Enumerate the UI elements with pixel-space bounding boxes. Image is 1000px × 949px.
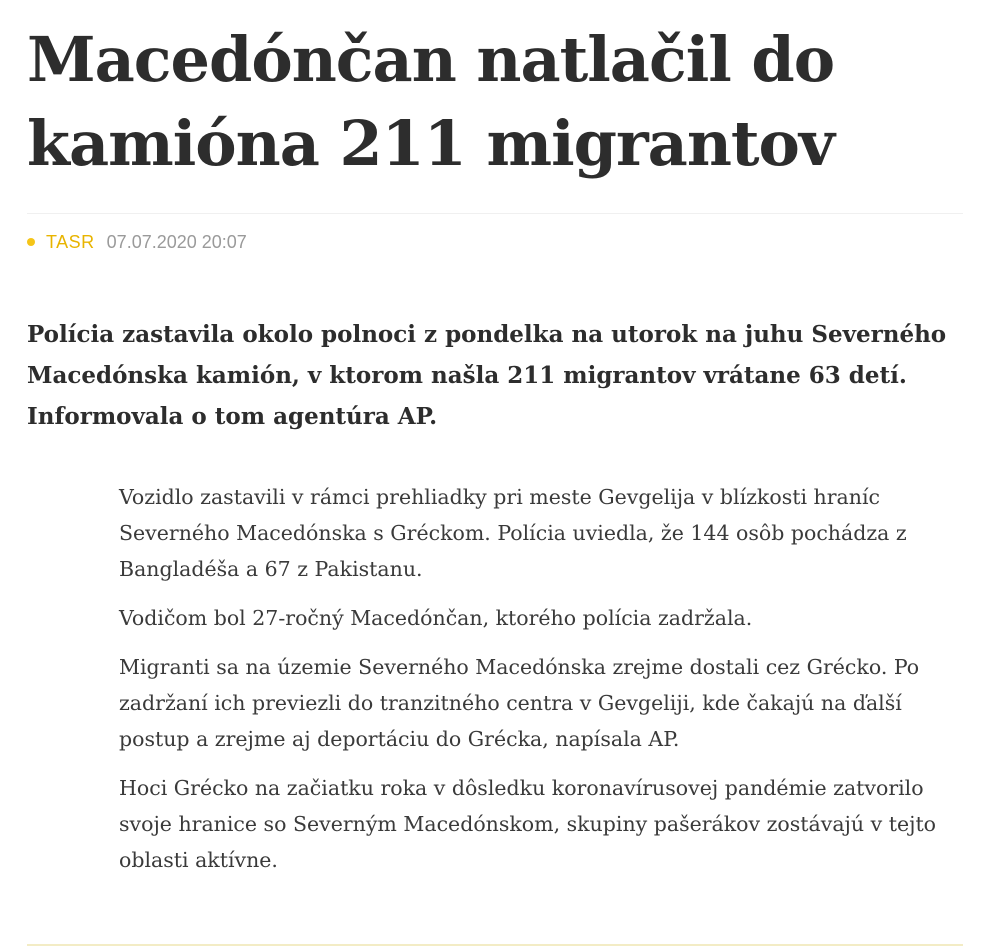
article-lead: Polícia zastavila okolo polnoci z pondelka na utorok na juhu Severného Macedónska kamión, v ktorom našla 211 migrantov vrátane 63 detí. Informovala o tom agentúra AP.	[27, 321, 947, 430]
article-paragraph: Vodičom bol 27-ročný Macedónčan, ktorého polícia zadržala.	[119, 606, 753, 630]
article-source[interactable]: TASR	[46, 231, 95, 252]
article-headline: Macedónčan natlačil do kamióna 211 migrantov	[27, 23, 835, 180]
footer-divider	[27, 944, 963, 946]
article-paragraph: Hoci Grécko na začiatku roka v dôsledku koronavírusovej pandémie zatvorilo svoje hranice so Severným Macedónskom, skupiny pašerákov zostávajú v tejto oblasti aktívne.	[119, 776, 937, 872]
article-body	[119, 479, 969, 891]
article-datetime: 07.07.2020 20:07	[106, 231, 247, 252]
header-divider	[27, 213, 963, 214]
article-paragraph: Migranti sa na územie Severného Macedónska zrejme dostali cez Grécko. Po zadržaní ich previezli do tranzitného centra v Gevgeliji, kde čakajú na ďalší postup a zrejme aj deportáciu do Grécka, napísala AP.	[119, 655, 920, 751]
article-meta	[27, 230, 247, 254]
source-dot-icon	[27, 238, 35, 246]
article-paragraph: Vozidlo zastavili v rámci prehliadky pri meste Gevgelija v blízkosti hraníc Severného Macedónska s Gréckom. Polícia uviedla, že 144 osôb pochádza z Bangladéša a 67 z Pakistanu.	[119, 485, 907, 581]
